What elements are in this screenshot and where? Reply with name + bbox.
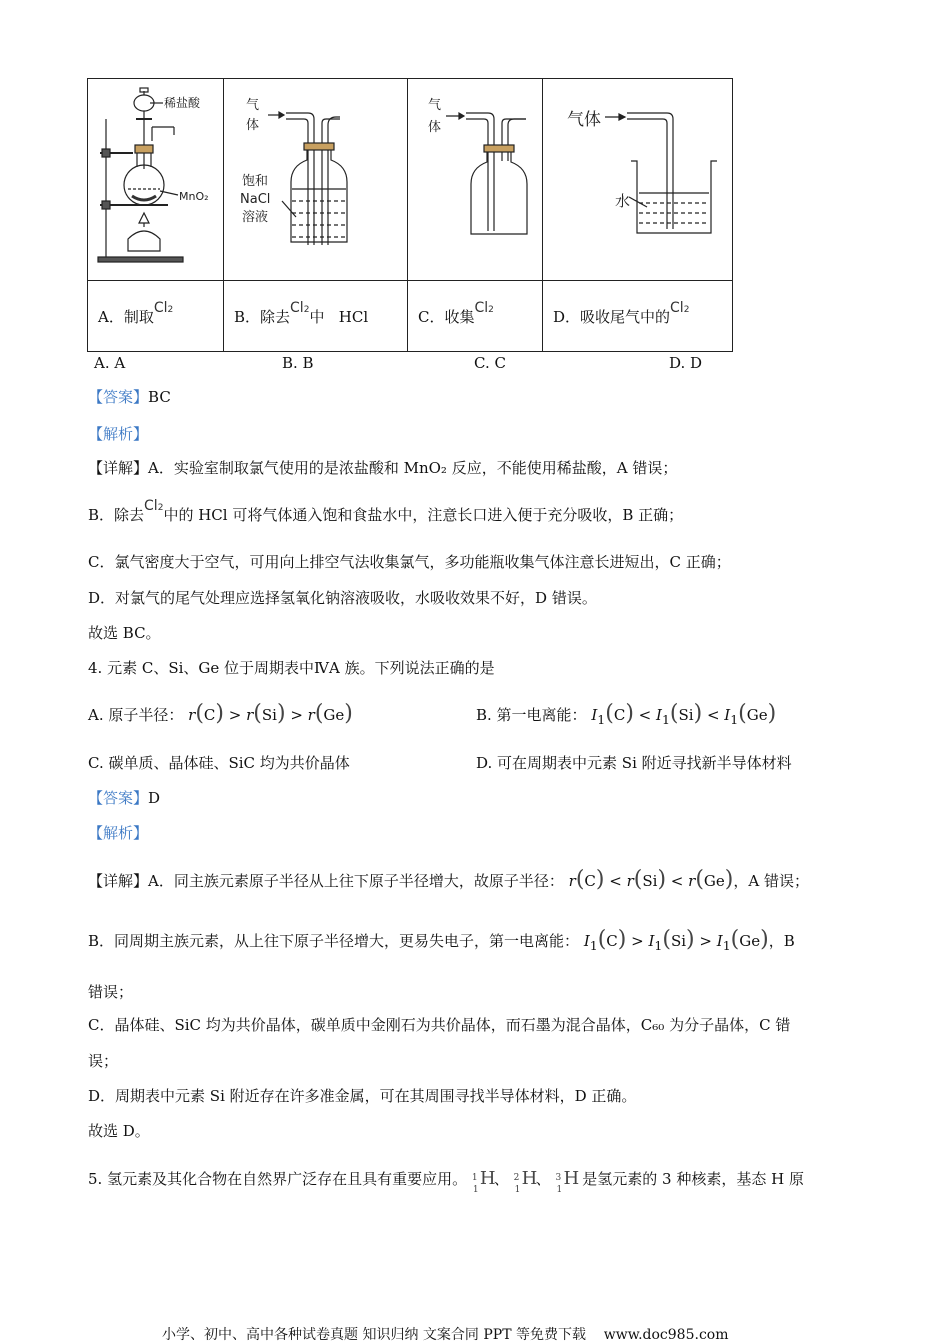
gas-label-4: 体 (428, 120, 442, 135)
apparatus-c-cell (408, 79, 543, 281)
option-a[interactable]: A. A (94, 354, 126, 372)
footer-text: 小学、初中、高中各种试卷真题 知识归纳 文案合同 PPT 等免费下载 (162, 1327, 586, 1343)
gas-label-2: 体 (246, 118, 260, 133)
gas-label-5: 气体 (567, 110, 601, 130)
chlorine-generator-figure (88, 79, 223, 276)
tritium-symbol: 3 1 H (555, 1168, 580, 1195)
caption-b: B．除去Cl2中 HCl (224, 281, 408, 352)
q4-detail-b: B．同周期主族元素，从上往下原子半径增大，更易失电子，第一电离能： $I_1(C) > I_1(Si) > I_1(Ge)$，B (88, 927, 795, 953)
apparatus-b-cell (224, 79, 408, 281)
apparatus-table (87, 78, 733, 352)
q5-stem: 5. 氢元素及其化合物在自然界广泛存在且具有重要应用。 1 1 H 、 2 1 H 、 3 1 H 是氢元素的 3 种核素，基态 H 原 (88, 1168, 804, 1195)
deuterium-symbol: 2 1 H (513, 1168, 538, 1195)
apparatus-d-cell (543, 79, 733, 281)
nacl-label: NaCl (240, 192, 271, 207)
saturated-label: 饱和 (242, 174, 269, 189)
beaker-absorption-figure (543, 79, 732, 276)
option-b[interactable]: B. B (282, 354, 314, 372)
q3-detail-a: 【详解】A．实验室制取氯气使用的是浓盐酸和 MnO₂ 反应，不能使用稀盐酸，A 错误； (88, 459, 678, 477)
dilute-hcl-label: 稀盐酸 (164, 96, 201, 110)
q4-detail-a: 【详解】A．同主族元素原子半径从上往下原子半径增大，故原子半径： r(C) < r(Si) < r(Ge)，A 错误； (88, 867, 809, 892)
q4-detail-c-cont: 误； (88, 1052, 119, 1070)
q4-option-b[interactable]: B. 第一电离能： $I_1(C) < I_1(Si) < I_1(Ge)$ (476, 701, 777, 727)
q4-stem: 4. 元素 C、Si、Ge 位于周期表中ⅣA 族。下列说法正确的是 (88, 659, 495, 677)
caption-a: A．制取Cl2 (88, 281, 224, 352)
q4-detail-d: D．周期表中元素 Si 附近存在许多准金属，可在其周围寻找半导体材料，D 正确。 (88, 1087, 637, 1105)
footer-site-link[interactable]: www.doc985.com (603, 1327, 729, 1343)
q4-conclusion: 故选 D。 (88, 1122, 150, 1140)
q4-detail-c: C．晶体硅、SiC 均为共价晶体，碳单质中金刚石为共价晶体，而石墨为混合晶体，C₆₀ 为分子晶体，C 错 (88, 1016, 791, 1034)
option-c[interactable]: C. C (474, 354, 506, 372)
q3-detail-c: C．氯气密度大于空气，可用向上排空气法收集氯气，多功能瓶收集气体注意长进短出，C 正确； (88, 553, 731, 571)
q4-option-d[interactable]: D. 可在周期表中元素 Si 附近寻找新半导体材料 (476, 754, 792, 772)
water-label: 水 (615, 192, 631, 210)
q3-detail-d: D．对氯气的尾气处理应选择氢氧化钠溶液吸收，水吸收效果不好，D 错误。 (88, 589, 597, 607)
q4-analysis-tag: 【解析】 (88, 824, 149, 842)
protium-symbol: 1 1 H (471, 1168, 496, 1195)
apparatus-a-cell (88, 79, 224, 281)
q4-detail-b-cont: 错误； (88, 983, 134, 1001)
q3-analysis-tag: 【解析】 (88, 425, 149, 443)
q3-detail-b: B．除去Cl2中的 HCl 可将气体通入饱和食盐水中，注意长口进入便于充分吸收，B 正确； (88, 498, 684, 524)
solution-label: 溶液 (242, 210, 269, 225)
mno2-label: MnO₂ (179, 190, 209, 203)
q4-option-a[interactable]: A. 原子半径： r(C) > r(Si) > r(Ge) (88, 701, 353, 726)
wash-bottle-figure (224, 79, 407, 276)
radius-expression: r(C) > r(Si) > r(Ge) (188, 701, 353, 726)
gas-label-3: 气 (428, 98, 442, 113)
q4-option-c[interactable]: C. 碳单质、晶体硅、SiC 均为共价晶体 (88, 754, 350, 772)
footer (162, 1324, 728, 1344)
q3-conclusion: 故选 BC。 (88, 624, 161, 642)
gas-label-1: 气 (246, 98, 260, 113)
ionization-expression: $I_1(C) < I_1(Si) < I_1(Ge)$ (591, 701, 777, 727)
collection-bottle-figure (408, 79, 542, 276)
q4-answer: 【答案】D (88, 789, 161, 807)
caption-c: C．收集Cl2 (408, 281, 543, 352)
q3-answer: 【答案】BC (88, 388, 171, 406)
caption-d: D．吸收尾气中的Cl2 (543, 281, 733, 352)
option-d[interactable]: D. D (669, 354, 703, 372)
